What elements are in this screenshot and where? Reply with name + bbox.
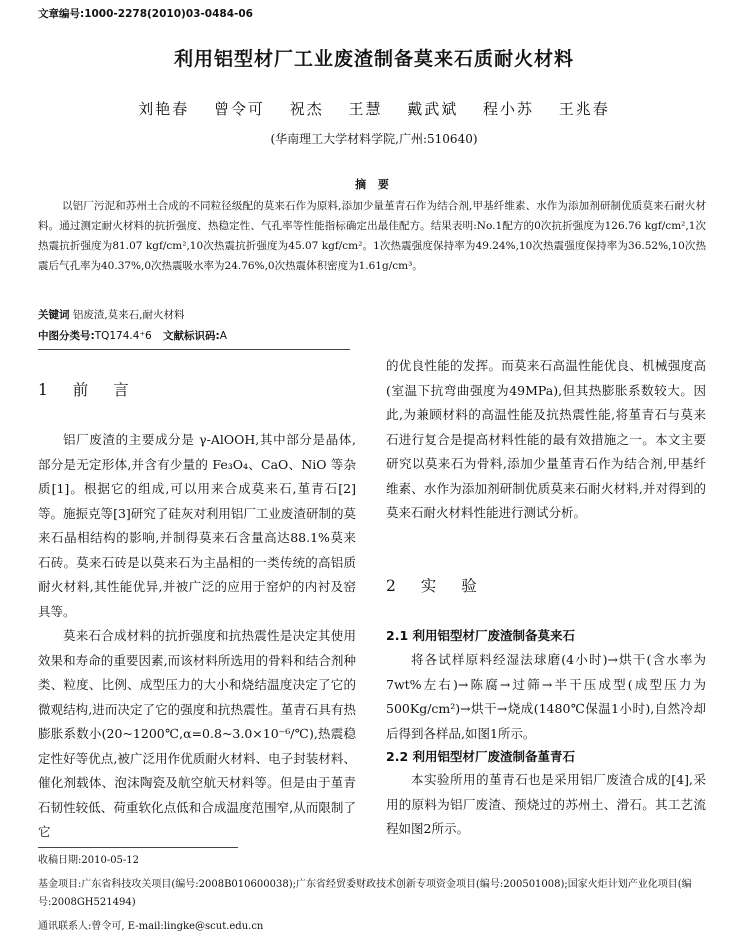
class-label: 中图分类号: [38,330,95,342]
intro-text [38,428,356,845]
intro-paragraph-1: 铝厂废渣的主要成分是 γ-AlOOH,其中部分是晶体,部分是无定形体,并含有少量的 Fe₃O₄、CaO、NiO 等杂质[1]。根据它的组成,可以用来合成莫来石,堇青石[2]等。施振克等[3]研究了硅灰对利用铝厂工业废渣研制的莫来石晶相结构的影响,并制得莫来石含量高达88.1%莫来石砖。莫来石砖是以莫来石为主晶相的一类传统的高铝质耐火材料,其性能优异,并被广泛的应用于窑炉的内衬及窑具等。 [38,432,356,619]
footnote-divider [38,847,238,848]
keywords-text: 铝废渣,莫来石,耐火材料 [72,309,185,321]
article-number: 文章编号:1000-2278(2010)03-0484-06 [38,8,253,20]
intro-paragraph-2: 莫来石合成材料的抗折强度和抗热震性是决定其使用效果和寿命的重要因素,而该材料所选用的骨料和结合剂种类、粒度、比例、成型压力的大小和烧结温度决定了它的微观结构,进而决定了它的强度和抗热震性。堇青石具有热膨胀系数小(20~1200℃,α=0.8~3.0×10⁻⁶/℃),热震稳定性好等优点,被广泛用作优质耐火材料、电子封装材料、催化剂载体、泡沫陶瓷及航空航天材料等。但是由于堇青石韧性较低、荷重软化点低和合成温度范围窄,从而限制了它 [38,628,356,839]
classification-line [38,328,227,343]
section-heading-intro: 1 前 言 [38,381,139,399]
abstract-divider [38,349,350,350]
keywords-line [38,307,185,322]
subsection-2-2-text [386,768,706,842]
subsection-2-1-text [386,648,706,746]
affiliation: (华南理工大学材料学院,广州:510640) [270,132,478,146]
paper-title: 利用铝型材厂工业废渣制备莫来石质耐火材料 [173,48,574,70]
received-date: 收稿日期:2010-05-12 [38,855,140,866]
abstract-body: 以铝厂污泥和苏州土合成的不同粒径级配的莫来石作为原料,添加少量堇青石作为结合剂,甲基纤维素、水作为添加剂研制优质莫来石耐火材料。通过测定耐火材料的抗折强度、热稳定性、气孔率等性能指标确定出最佳配方。结果表明:No.1配方的0次抗折强度为126.76 kgf/cm²,1次热震抗折强度为81.07 kgf/cm²,10次热震抗折强度为45.07 kgf/cm²。1次热震强度保持率为49.24%,10次热震强度保持率为36.52%,10次热震后气孔率为40.37%,0次热震吸水率为24.76%,0次热震体积密度为1.61g/cm³。 [38,200,706,272]
subsection-2-2-paragraph: 本实验所用的堇青石也是采用铝厂废渣合成的[4],采用的原料为铝厂废渣、预烧过的苏州土、滑石。其工艺流程如图2所示。 [386,772,706,836]
subsection-heading-2-2: 2.2 利用铝型材厂废渣制备堇青石 [386,749,575,764]
author-list: 刘艳春 曾令可 祝杰 王慧 戴武斌 程小苏 王兆春 [138,100,610,118]
subsection-2-1-paragraph: 将各试样原料经湿法球磨(4小时)→烘干(含水率为7wt%左右)→陈腐→过筛→半干压成型(成型压力为500Kg/cm²)→烘干→烧成(1480℃保温1小时),自然冷却后得到各样品,如图1所示。 [386,652,706,741]
right-column-text [386,354,706,526]
abstract-heading: 摘 要 [355,178,393,191]
funding-note: 基金项目:广东省科技攻关项目(编号:2008B010600038);广东省经贸委财政技术创新专项资金项目(编号:200501008);国家火炬计划产业化项目(编号:2008GH521494) [38,879,692,908]
subsection-heading-2-1: 2.1 利用铝型材厂废渣制备莫来石 [386,628,575,643]
doc-code-label: 文献标识码: [163,330,220,342]
contact-note: 通讯联系人:曾令可, E-mail:lingke@scut.edu.cn [38,921,264,932]
doc-code: A [219,330,227,342]
section-heading-experiment: 2 实 验 [386,577,487,595]
keywords-label: 关键词 [38,309,70,321]
intro-continued-paragraph: 的优良性能的发挥。而莫来石高温性能优良、机械强度高(室温下抗弯曲强度为49MPa),但其热膨胀系数较大。因此,为兼顾材料的高温性能及抗热震性能,将堇青石与莫来石进行复合是提高材料性能的最有效措施之一。本文主要研究以莫来石为骨料,添加少量堇青石作为结合剂,甲基纤维素、水作为添加剂研制优质莫来石耐火材料,并对得到的莫来石耐火材料性能进行测试分析。 [386,358,706,520]
class-number: TQ174.4⁺6 [94,330,152,342]
